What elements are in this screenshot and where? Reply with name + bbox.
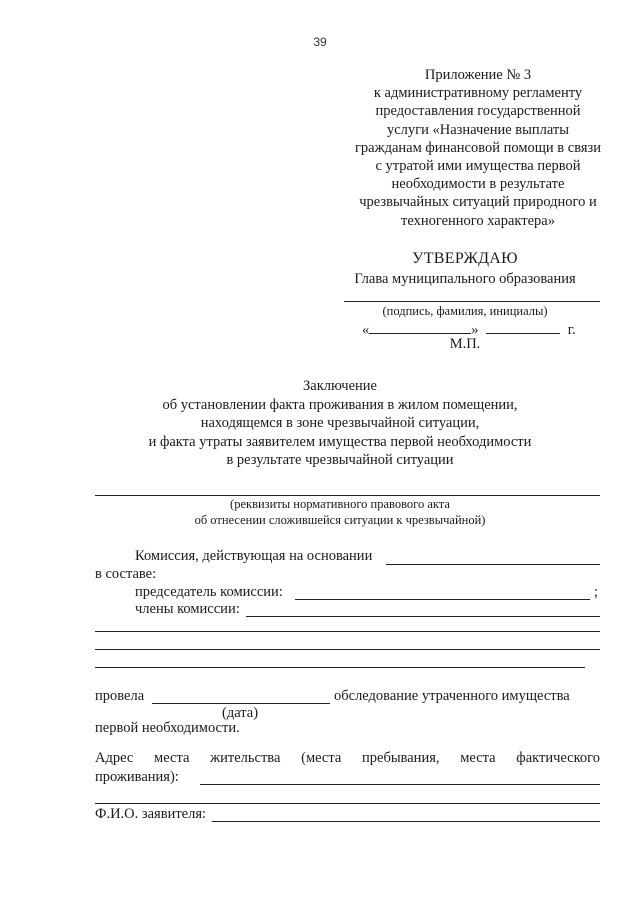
- members-label: члены комиссии:: [135, 601, 240, 617]
- commission-basis-label: Комиссия, действующая на основании: [135, 548, 373, 564]
- address-label: Адрес места жительства (места пребывания, места фактического: [95, 750, 600, 766]
- chairman-label: председатель комиссии:: [135, 584, 283, 600]
- legal-act-field[interactable]: [95, 495, 600, 496]
- approval-head: Глава муниципального образования: [354, 271, 576, 287]
- conclusion-line: находящемся в зоне чрезвычайной ситуации,: [200, 415, 480, 432]
- conclusion-line: в результате чрезвычайной ситуации: [226, 452, 454, 469]
- applicant-name-label: Ф.И.О. заявителя:: [95, 806, 207, 822]
- approval-title: УТВЕРЖДАЮ: [412, 250, 518, 267]
- legal-act-caption-line: об отнесении сложившейся ситуации к чрезвычайной): [194, 512, 486, 527]
- conclusion-line: Заключение: [303, 378, 377, 394]
- address-field[interactable]: [200, 784, 600, 785]
- appendix-line: услуги «Назначение выплаты: [386, 121, 570, 138]
- conclusion-line: и факта утраты заявителем имущества первой необходимости: [148, 433, 532, 450]
- commission-basis-field[interactable]: [386, 564, 600, 565]
- signature-line[interactable]: [344, 301, 600, 302]
- conclusion-line: об установлении факта проживания в жилом помещении,: [162, 396, 518, 413]
- appendix-line: техногенного характера»: [400, 212, 555, 229]
- semicolon: ;: [594, 584, 599, 600]
- residence-label: проживания):: [95, 769, 179, 785]
- appendix-line: к административному регламенту: [373, 85, 583, 102]
- date-quote-open: «: [362, 322, 370, 338]
- conclusion-title: [80, 377, 600, 470]
- date-year-suffix: г.: [567, 322, 576, 338]
- legal-act-caption-line: (реквизиты нормативного правового акта: [230, 497, 450, 511]
- members-field-line[interactable]: [95, 649, 600, 650]
- inspection-date-field[interactable]: [152, 703, 330, 704]
- appendix-line: гражданам финансовой помощи в связи: [354, 139, 602, 156]
- stamp-place: М.П.: [449, 336, 481, 352]
- signature-caption: (подпись, фамилия, инициалы): [382, 304, 548, 318]
- appendix-line: Приложение № 3: [424, 67, 532, 83]
- appendix-header: [318, 66, 638, 230]
- appendix-line: чрезвычайных ситуаций природного и: [359, 194, 597, 211]
- appendix-line: с утратой ими имущества первой: [375, 158, 581, 175]
- address-field-line[interactable]: [95, 803, 600, 804]
- inspection-label: обследование утраченного имущества: [334, 688, 570, 704]
- chairman-field[interactable]: [295, 599, 590, 600]
- page-number: 39: [313, 35, 327, 49]
- members-field-line[interactable]: [95, 667, 585, 668]
- appendix-line: предоставления государственной: [375, 103, 581, 120]
- legal-act-caption: [80, 497, 600, 528]
- date-day-field[interactable]: [369, 321, 471, 334]
- members-field[interactable]: [246, 616, 600, 617]
- approval-block: [330, 249, 600, 289]
- members-field-line[interactable]: [95, 631, 600, 632]
- date-quote-close: »: [471, 322, 479, 338]
- composition-label: в составе:: [95, 566, 157, 582]
- conducted-label: провела: [95, 688, 145, 704]
- date-month-field[interactable]: [486, 321, 560, 334]
- applicant-name-field[interactable]: [212, 821, 600, 822]
- appendix-line: необходимости в результате: [391, 176, 565, 193]
- date-caption: (дата): [222, 705, 259, 721]
- necessity-label: первой необходимости.: [95, 720, 240, 736]
